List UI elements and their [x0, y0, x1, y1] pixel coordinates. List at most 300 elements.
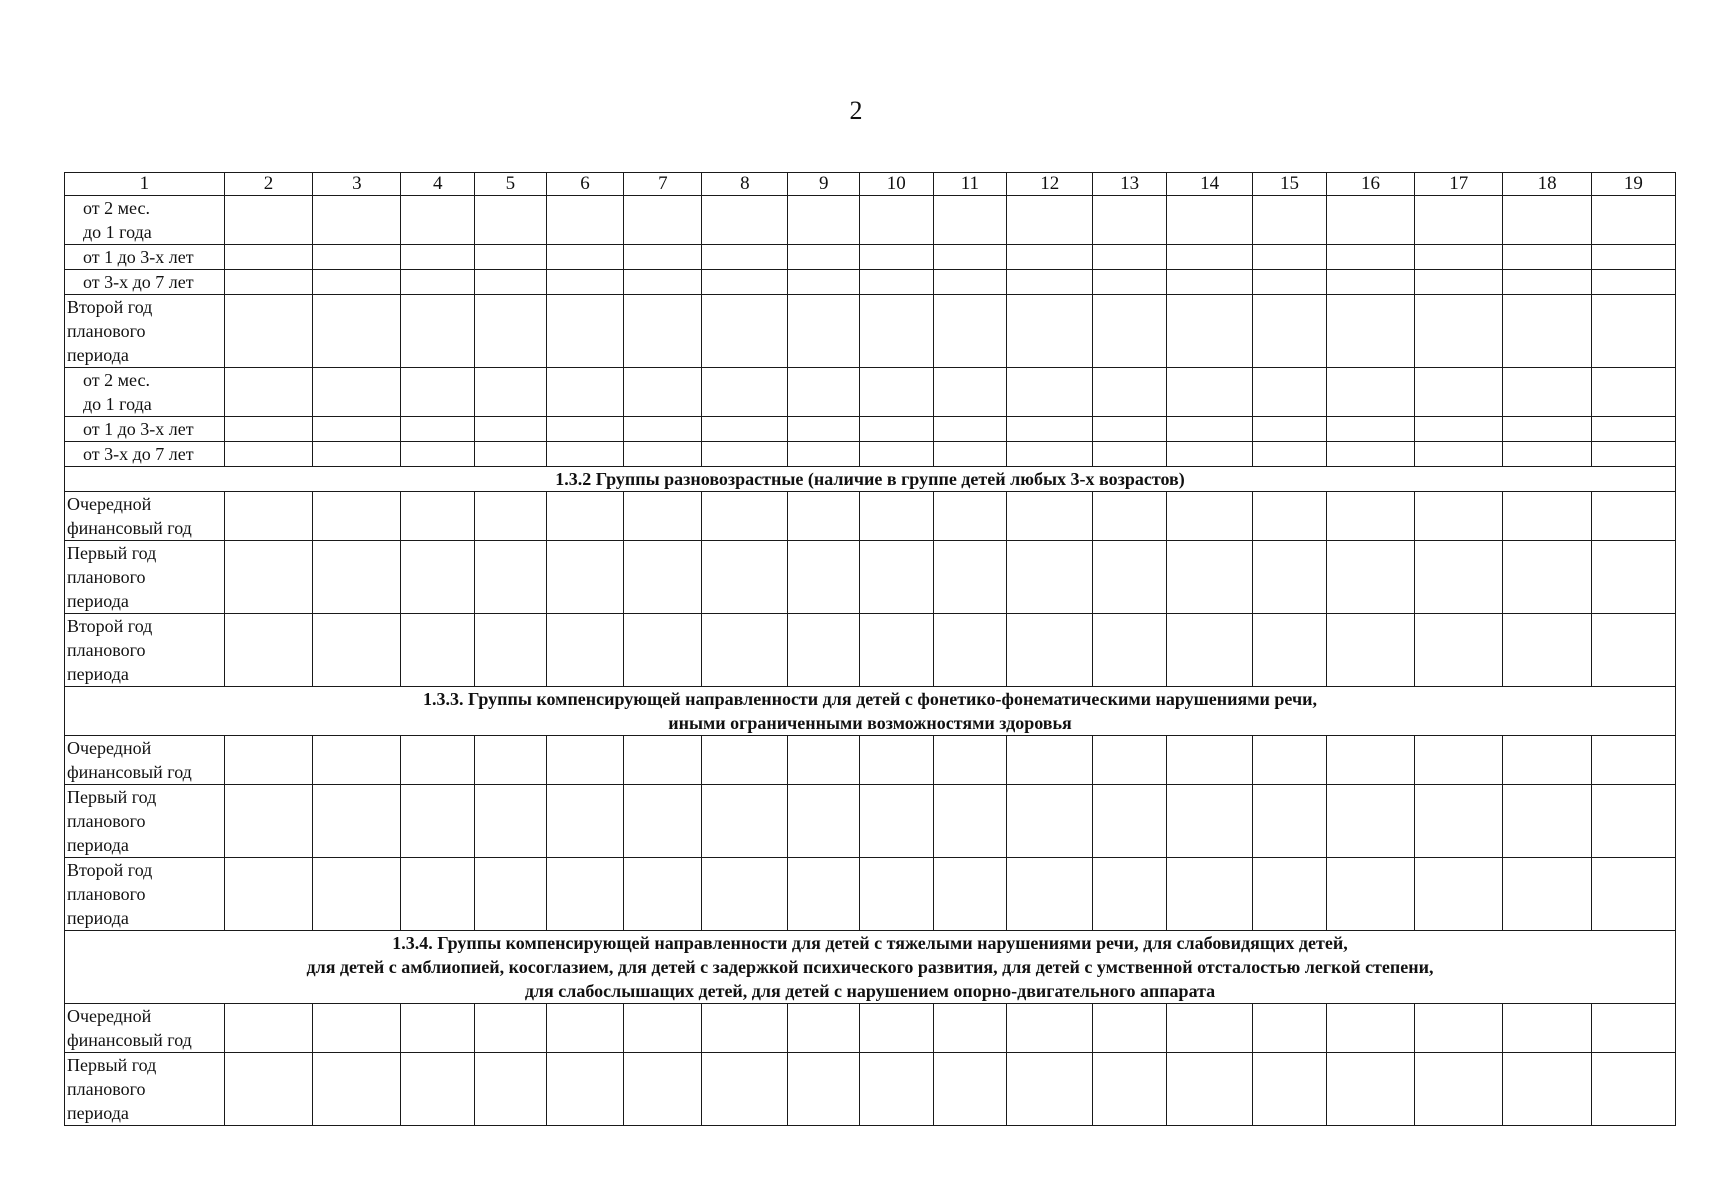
empty-cell: [933, 736, 1007, 785]
empty-cell: [1326, 295, 1414, 368]
column-number-cell: 7: [624, 173, 702, 196]
empty-cell: [1415, 1004, 1503, 1053]
empty-cell: [1093, 858, 1167, 931]
empty-cell: [1415, 368, 1503, 417]
empty-cell: [1007, 270, 1093, 295]
empty-cell: [401, 858, 475, 931]
empty-cell: [475, 1053, 547, 1126]
empty-cell: [1253, 736, 1327, 785]
column-number-cell: 8: [702, 173, 788, 196]
empty-cell: [1326, 541, 1414, 614]
empty-cell: [1093, 368, 1167, 417]
row-label: Второй год планового периода: [65, 858, 225, 931]
empty-cell: [1326, 245, 1414, 270]
empty-cell: [933, 196, 1007, 245]
empty-cell: [1415, 785, 1503, 858]
empty-cell: [1007, 196, 1093, 245]
empty-cell: [859, 492, 933, 541]
empty-cell: [624, 614, 702, 687]
empty-cell: [1326, 196, 1414, 245]
empty-cell: [933, 1004, 1007, 1053]
empty-cell: [1326, 614, 1414, 687]
column-number-cell: 9: [788, 173, 860, 196]
column-number-cell: 16: [1326, 173, 1414, 196]
empty-cell: [788, 270, 860, 295]
empty-cell: [475, 295, 547, 368]
empty-cell: [546, 492, 624, 541]
empty-cell: [788, 785, 860, 858]
table-row: [65, 295, 1676, 368]
empty-cell: [401, 1004, 475, 1053]
empty-cell: [1326, 417, 1414, 442]
empty-cell: [1166, 196, 1252, 245]
empty-cell: [475, 858, 547, 931]
empty-cell: [224, 614, 312, 687]
column-number-cell: 3: [313, 173, 401, 196]
empty-cell: [1591, 442, 1675, 467]
empty-cell: [702, 785, 788, 858]
empty-cell: [1415, 196, 1503, 245]
empty-cell: [1415, 295, 1503, 368]
empty-cell: [788, 442, 860, 467]
empty-cell: [624, 196, 702, 245]
empty-cell: [1591, 270, 1675, 295]
empty-cell: [702, 442, 788, 467]
empty-cell: [401, 417, 475, 442]
row-label: Очередной финансовый год: [65, 1004, 225, 1053]
table-row: [65, 442, 1676, 467]
empty-cell: [1093, 442, 1167, 467]
empty-cell: [1326, 1004, 1414, 1053]
empty-cell: [313, 785, 401, 858]
empty-cell: [788, 1053, 860, 1126]
empty-cell: [1007, 736, 1093, 785]
empty-cell: [1326, 736, 1414, 785]
empty-cell: [546, 270, 624, 295]
row-label: от 2 мес. до 1 года: [65, 196, 225, 245]
empty-cell: [1007, 442, 1093, 467]
empty-cell: [1326, 858, 1414, 931]
empty-cell: [624, 785, 702, 858]
empty-cell: [624, 270, 702, 295]
table-row: [65, 492, 1676, 541]
empty-cell: [224, 1053, 312, 1126]
empty-cell: [401, 492, 475, 541]
empty-cell: [1326, 1053, 1414, 1126]
empty-cell: [546, 541, 624, 614]
empty-cell: [624, 736, 702, 785]
table-row: [65, 270, 1676, 295]
empty-cell: [401, 541, 475, 614]
empty-cell: [788, 295, 860, 368]
empty-cell: [1166, 1053, 1252, 1126]
table-row: [65, 417, 1676, 442]
empty-cell: [859, 736, 933, 785]
empty-cell: [401, 295, 475, 368]
row-label: Второй год планового периода: [65, 295, 225, 368]
empty-cell: [1326, 270, 1414, 295]
empty-cell: [475, 196, 547, 245]
empty-cell: [1253, 442, 1327, 467]
empty-cell: [1007, 1004, 1093, 1053]
empty-cell: [546, 785, 624, 858]
empty-cell: [788, 492, 860, 541]
empty-cell: [859, 270, 933, 295]
column-number-cell: 17: [1415, 173, 1503, 196]
table-row: [65, 1053, 1676, 1126]
empty-cell: [624, 417, 702, 442]
data-table: [64, 172, 1676, 1126]
empty-cell: [1253, 614, 1327, 687]
empty-cell: [1415, 442, 1503, 467]
empty-cell: [1503, 270, 1591, 295]
empty-cell: [1166, 295, 1252, 368]
empty-cell: [933, 270, 1007, 295]
empty-cell: [546, 196, 624, 245]
empty-cell: [401, 196, 475, 245]
column-number-cell: 1: [65, 173, 225, 196]
empty-cell: [788, 1004, 860, 1053]
empty-cell: [1591, 196, 1675, 245]
empty-cell: [401, 245, 475, 270]
empty-cell: [1093, 270, 1167, 295]
empty-cell: [475, 417, 547, 442]
empty-cell: [702, 1004, 788, 1053]
empty-cell: [1093, 736, 1167, 785]
empty-cell: [313, 736, 401, 785]
empty-cell: [1415, 736, 1503, 785]
empty-cell: [1093, 245, 1167, 270]
table-row: [65, 196, 1676, 245]
empty-cell: [788, 614, 860, 687]
empty-cell: [475, 245, 547, 270]
empty-cell: [1503, 245, 1591, 270]
empty-cell: [1007, 295, 1093, 368]
empty-cell: [1007, 1053, 1093, 1126]
column-number-row: [65, 173, 1676, 196]
empty-cell: [788, 245, 860, 270]
empty-cell: [475, 785, 547, 858]
row-label: от 3-х до 7 лет: [65, 442, 225, 467]
empty-cell: [1326, 785, 1414, 858]
empty-cell: [702, 368, 788, 417]
empty-cell: [1503, 1004, 1591, 1053]
empty-cell: [224, 541, 312, 614]
empty-cell: [1415, 245, 1503, 270]
empty-cell: [1166, 442, 1252, 467]
empty-cell: [1253, 785, 1327, 858]
empty-cell: [702, 541, 788, 614]
empty-cell: [1326, 368, 1414, 417]
empty-cell: [859, 541, 933, 614]
empty-cell: [1591, 858, 1675, 931]
table-row: [65, 1004, 1676, 1053]
empty-cell: [859, 1053, 933, 1126]
page-number: 2: [849, 96, 863, 125]
empty-cell: [702, 417, 788, 442]
empty-cell: [1093, 1004, 1167, 1053]
empty-cell: [1166, 858, 1252, 931]
empty-cell: [702, 736, 788, 785]
empty-cell: [401, 736, 475, 785]
empty-cell: [702, 245, 788, 270]
empty-cell: [224, 492, 312, 541]
empty-cell: [1503, 368, 1591, 417]
empty-cell: [859, 196, 933, 245]
empty-cell: [1253, 858, 1327, 931]
empty-cell: [401, 614, 475, 687]
empty-cell: [475, 270, 547, 295]
empty-cell: [1093, 1053, 1167, 1126]
empty-cell: [224, 270, 312, 295]
empty-cell: [1166, 368, 1252, 417]
empty-cell: [546, 736, 624, 785]
empty-cell: [401, 270, 475, 295]
empty-cell: [1503, 442, 1591, 467]
empty-cell: [1591, 736, 1675, 785]
empty-cell: [1503, 417, 1591, 442]
section-heading-row: [65, 931, 1676, 1004]
row-label: Первый год планового периода: [65, 785, 225, 858]
empty-cell: [1591, 417, 1675, 442]
column-number-cell: 13: [1093, 173, 1167, 196]
empty-cell: [1166, 736, 1252, 785]
empty-cell: [1007, 614, 1093, 687]
empty-cell: [546, 614, 624, 687]
empty-cell: [788, 858, 860, 931]
empty-cell: [1591, 295, 1675, 368]
empty-cell: [1503, 196, 1591, 245]
row-label: Очередной финансовый год: [65, 736, 225, 785]
column-number-cell: 12: [1007, 173, 1093, 196]
empty-cell: [546, 442, 624, 467]
empty-cell: [1166, 245, 1252, 270]
empty-cell: [859, 417, 933, 442]
empty-cell: [933, 417, 1007, 442]
empty-cell: [1326, 442, 1414, 467]
empty-cell: [859, 295, 933, 368]
empty-cell: [1166, 417, 1252, 442]
empty-cell: [702, 295, 788, 368]
empty-cell: [546, 858, 624, 931]
table-row: [65, 785, 1676, 858]
empty-cell: [933, 368, 1007, 417]
column-number-cell: 2: [224, 173, 312, 196]
section-heading: 1.3.3. Группы компенсирующей направленности для детей с фонетико-фонематическими нарушениями речи, иными ограниченными возможностями здоровья: [65, 687, 1676, 736]
empty-cell: [859, 858, 933, 931]
empty-cell: [475, 1004, 547, 1053]
empty-cell: [1166, 614, 1252, 687]
empty-cell: [1166, 1004, 1252, 1053]
empty-cell: [224, 1004, 312, 1053]
empty-cell: [624, 541, 702, 614]
empty-cell: [313, 417, 401, 442]
empty-cell: [1253, 417, 1327, 442]
empty-cell: [224, 736, 312, 785]
empty-cell: [624, 492, 702, 541]
empty-cell: [1503, 614, 1591, 687]
empty-cell: [933, 492, 1007, 541]
empty-cell: [624, 245, 702, 270]
empty-cell: [224, 858, 312, 931]
empty-cell: [1093, 492, 1167, 541]
empty-cell: [1591, 1053, 1675, 1126]
empty-cell: [1415, 417, 1503, 442]
empty-cell: [1253, 368, 1327, 417]
empty-cell: [1503, 785, 1591, 858]
empty-cell: [1166, 492, 1252, 541]
empty-cell: [1253, 1004, 1327, 1053]
empty-cell: [624, 442, 702, 467]
empty-cell: [1503, 295, 1591, 368]
empty-cell: [1503, 736, 1591, 785]
empty-cell: [1007, 858, 1093, 931]
column-number-cell: 18: [1503, 173, 1591, 196]
empty-cell: [624, 1053, 702, 1126]
column-number-cell: 4: [401, 173, 475, 196]
empty-cell: [224, 245, 312, 270]
empty-cell: [313, 295, 401, 368]
empty-cell: [475, 541, 547, 614]
empty-cell: [624, 368, 702, 417]
empty-cell: [702, 1053, 788, 1126]
column-number-cell: 5: [475, 173, 547, 196]
empty-cell: [313, 442, 401, 467]
empty-cell: [1093, 541, 1167, 614]
empty-cell: [933, 295, 1007, 368]
empty-cell: [475, 736, 547, 785]
empty-cell: [1253, 1053, 1327, 1126]
column-number-cell: 11: [933, 173, 1007, 196]
empty-cell: [859, 1004, 933, 1053]
empty-cell: [1093, 614, 1167, 687]
empty-cell: [1253, 245, 1327, 270]
empty-cell: [313, 1004, 401, 1053]
empty-cell: [401, 785, 475, 858]
empty-cell: [224, 196, 312, 245]
empty-cell: [859, 368, 933, 417]
column-number-cell: 6: [546, 173, 624, 196]
empty-cell: [1591, 245, 1675, 270]
empty-cell: [401, 442, 475, 467]
empty-cell: [546, 417, 624, 442]
empty-cell: [546, 1053, 624, 1126]
empty-cell: [1007, 245, 1093, 270]
empty-cell: [1007, 417, 1093, 442]
empty-cell: [1253, 492, 1327, 541]
row-label: от 3-х до 7 лет: [65, 270, 225, 295]
empty-cell: [546, 295, 624, 368]
column-number-cell: 10: [859, 173, 933, 196]
empty-cell: [313, 492, 401, 541]
empty-cell: [702, 858, 788, 931]
empty-cell: [702, 614, 788, 687]
empty-cell: [933, 541, 1007, 614]
row-label: от 2 мес. до 1 года: [65, 368, 225, 417]
empty-cell: [1166, 541, 1252, 614]
empty-cell: [224, 368, 312, 417]
empty-cell: [546, 368, 624, 417]
column-number-cell: 14: [1166, 173, 1252, 196]
empty-cell: [1591, 541, 1675, 614]
table-row: [65, 736, 1676, 785]
empty-cell: [546, 245, 624, 270]
empty-cell: [224, 295, 312, 368]
empty-cell: [933, 785, 1007, 858]
empty-cell: [788, 417, 860, 442]
empty-cell: [1093, 295, 1167, 368]
empty-cell: [859, 785, 933, 858]
empty-cell: [1093, 417, 1167, 442]
table-row: [65, 368, 1676, 417]
empty-cell: [1591, 1004, 1675, 1053]
empty-cell: [401, 368, 475, 417]
empty-cell: [788, 368, 860, 417]
column-number-cell: 19: [1591, 173, 1675, 196]
empty-cell: [313, 541, 401, 614]
empty-cell: [1166, 270, 1252, 295]
empty-cell: [788, 196, 860, 245]
empty-cell: [933, 245, 1007, 270]
empty-cell: [1591, 492, 1675, 541]
empty-cell: [475, 614, 547, 687]
empty-cell: [933, 614, 1007, 687]
row-label: Первый год планового периода: [65, 1053, 225, 1126]
empty-cell: [313, 368, 401, 417]
empty-cell: [313, 196, 401, 245]
empty-cell: [933, 858, 1007, 931]
empty-cell: [1415, 858, 1503, 931]
empty-cell: [1093, 785, 1167, 858]
empty-cell: [1503, 492, 1591, 541]
empty-cell: [224, 442, 312, 467]
empty-cell: [702, 492, 788, 541]
empty-cell: [313, 1053, 401, 1126]
empty-cell: [624, 858, 702, 931]
empty-cell: [1253, 295, 1327, 368]
empty-cell: [546, 1004, 624, 1053]
empty-cell: [401, 1053, 475, 1126]
empty-cell: [1093, 196, 1167, 245]
row-label: от 1 до 3-х лет: [65, 417, 225, 442]
empty-cell: [702, 196, 788, 245]
section-heading-row: [65, 467, 1676, 492]
empty-cell: [933, 1053, 1007, 1126]
empty-cell: [1591, 614, 1675, 687]
empty-cell: [859, 614, 933, 687]
empty-cell: [1503, 541, 1591, 614]
row-label: Очередной финансовый год: [65, 492, 225, 541]
row-label: Первый год планового периода: [65, 541, 225, 614]
table-row: [65, 245, 1676, 270]
empty-cell: [1415, 492, 1503, 541]
empty-cell: [788, 736, 860, 785]
empty-cell: [702, 270, 788, 295]
column-number-cell: 15: [1253, 173, 1327, 196]
empty-cell: [1007, 785, 1093, 858]
empty-cell: [933, 442, 1007, 467]
empty-cell: [1415, 614, 1503, 687]
section-heading-row: [65, 687, 1676, 736]
empty-cell: [1007, 492, 1093, 541]
empty-cell: [1415, 270, 1503, 295]
empty-cell: [788, 541, 860, 614]
empty-cell: [1007, 541, 1093, 614]
empty-cell: [624, 1004, 702, 1053]
empty-cell: [1253, 196, 1327, 245]
table-row: [65, 614, 1676, 687]
empty-cell: [475, 442, 547, 467]
